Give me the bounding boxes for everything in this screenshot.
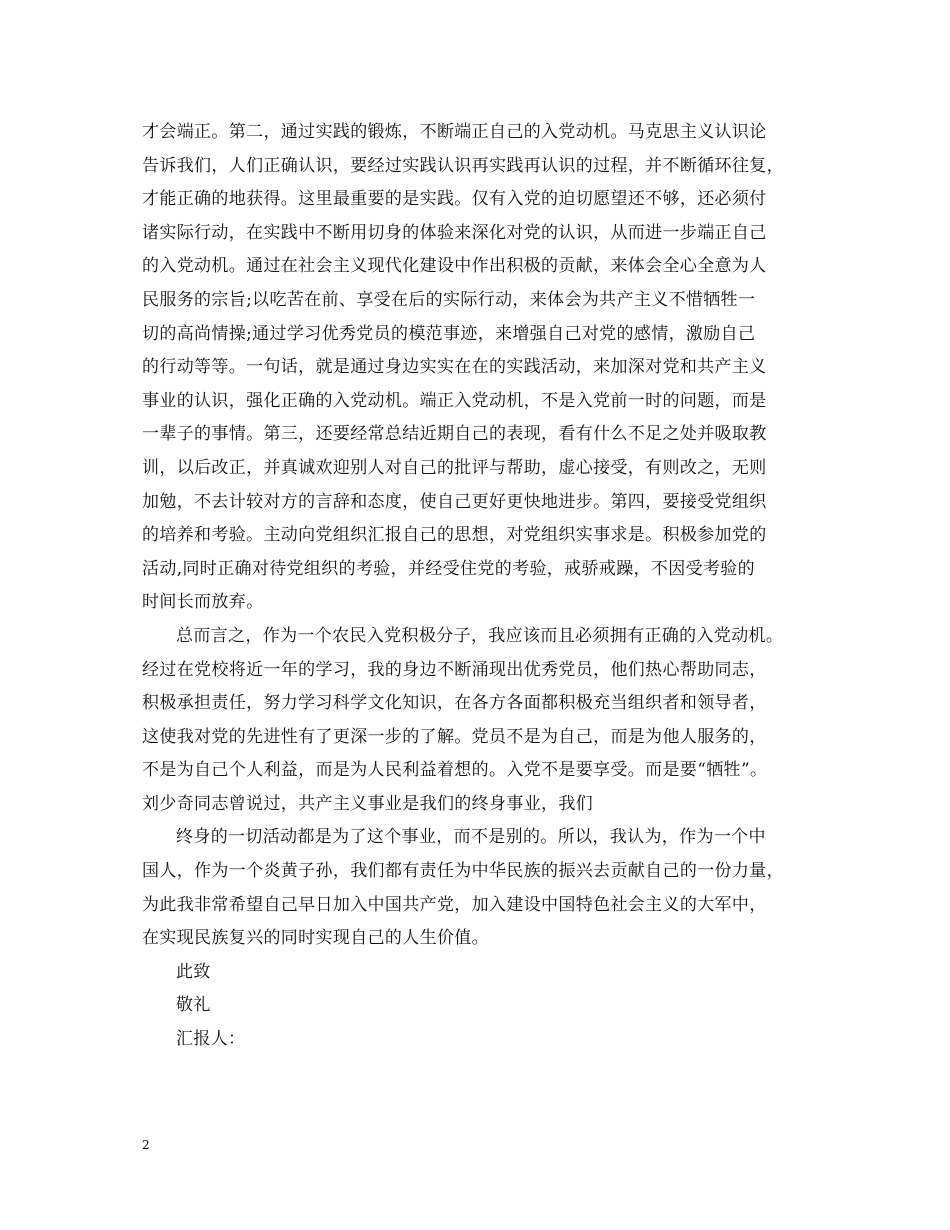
body-line: 积极承担责任，努力学习科学文化知识，在各方各面都积极充当组织者和领导者， [142, 693, 767, 714]
body-line: 一辈子的事情。第三，还要经常总结近期自己的表现，看有什么不足之处并吸取教 [142, 424, 767, 445]
body-line: 刘少奇同志曾说过，共产主义事业是我们的终身事业，我们 [142, 793, 594, 814]
body-line: 民服务的宗旨;以吃苦在前、享受在后的实际行动，来体会为共产主义不惜牺牲一 [142, 289, 756, 310]
body-line: 这使我对党的先进性有了更深一步的了解。党员不是为自己，而是为他人服务的， [142, 726, 767, 747]
body-line: 活动,同时正确对待党组织的考验，并经受住党的考验，戒骄戒躁，不因受考验的 [142, 558, 756, 579]
body-line: 切的高尚情操;通过学习优秀党员的模范事迹，来增强自己对党的感情，激励自己 [142, 323, 756, 344]
body-line: 诸实际行动，在实践中不断用切身的体验来深化对党的认识，从而进一步端正自己 [142, 222, 767, 243]
body-line: 才会端正。第二，通过实践的锻炼，不断端正自己的入党动机。马克思主义认识论 [142, 122, 767, 142]
body-line: 的入党动机。通过在社会主义现代化建设中作出积极的贡献，来体会全心全意为人 [142, 256, 767, 277]
body-line: 为此我非常希望自己早日加入中国共产党，加入建设中国特色社会主义的大军中， [142, 894, 767, 915]
paragraph-start-line: 总而言之，作为一个农民入党积极分子，我应该而且必须拥有正确的入党动机。 [176, 625, 784, 646]
closing-salutation: 此致 [176, 961, 211, 982]
reporter-signature-label: 汇报人： [176, 1029, 246, 1050]
body-line: 加勉，不去计较对方的言辞和态度，使自己更好更快地进步。第四，要接受党组织 [142, 491, 767, 512]
body-line: 训，以后改正，并真诚欢迎别人对自己的批评与帮助，虚心接受，有则改之，无则 [142, 457, 767, 478]
body-line: 经过在党校将近一年的学习，我的身边不断涌现出优秀党员，他们热心帮助同志， [142, 659, 767, 680]
document-body [142, 116, 842, 1057]
closing-regards: 敬礼 [176, 995, 211, 1016]
body-line: 时间长而放弃。 [142, 592, 264, 613]
paragraph-start-line: 终身的一切活动都是为了这个事业，而不是别的。所以，我认为，作为一个中 [176, 827, 766, 848]
body-line: 在实现民族复兴的同时实现自己的人生价值。 [142, 928, 489, 949]
body-line: 的行动等等。一句话，就是通过身边实实在在的实践活动，来加深对党和共产主义 [142, 357, 767, 378]
body-line: 不是为自己个人利益，而是为人民利益着想的。入党不是要享受。而是要“牺牲”。 [142, 760, 768, 781]
page-number: 2 [142, 1138, 150, 1152]
body-line: 的培养和考验。主动向党组织汇报自己的思想，对党组织实事求是。积极参加党的 [142, 525, 767, 546]
body-line: 事业的认识，强化正确的入党动机。端正入党动机，不是入党前一时的问题，而是 [142, 390, 767, 411]
body-line: 才能正确的地获得。这里最重要的是实践。仅有入党的迫切愿望还不够，还必须付 [142, 189, 767, 210]
body-line: 国人，作为一个炎黄子孙，我们都有责任为中华民族的振兴去贡献自己的一份力量， [142, 861, 784, 882]
body-line: 告诉我们，人们正确认识，要经过实践认识再实践再认识的过程，并不断循环往复， [142, 155, 784, 176]
